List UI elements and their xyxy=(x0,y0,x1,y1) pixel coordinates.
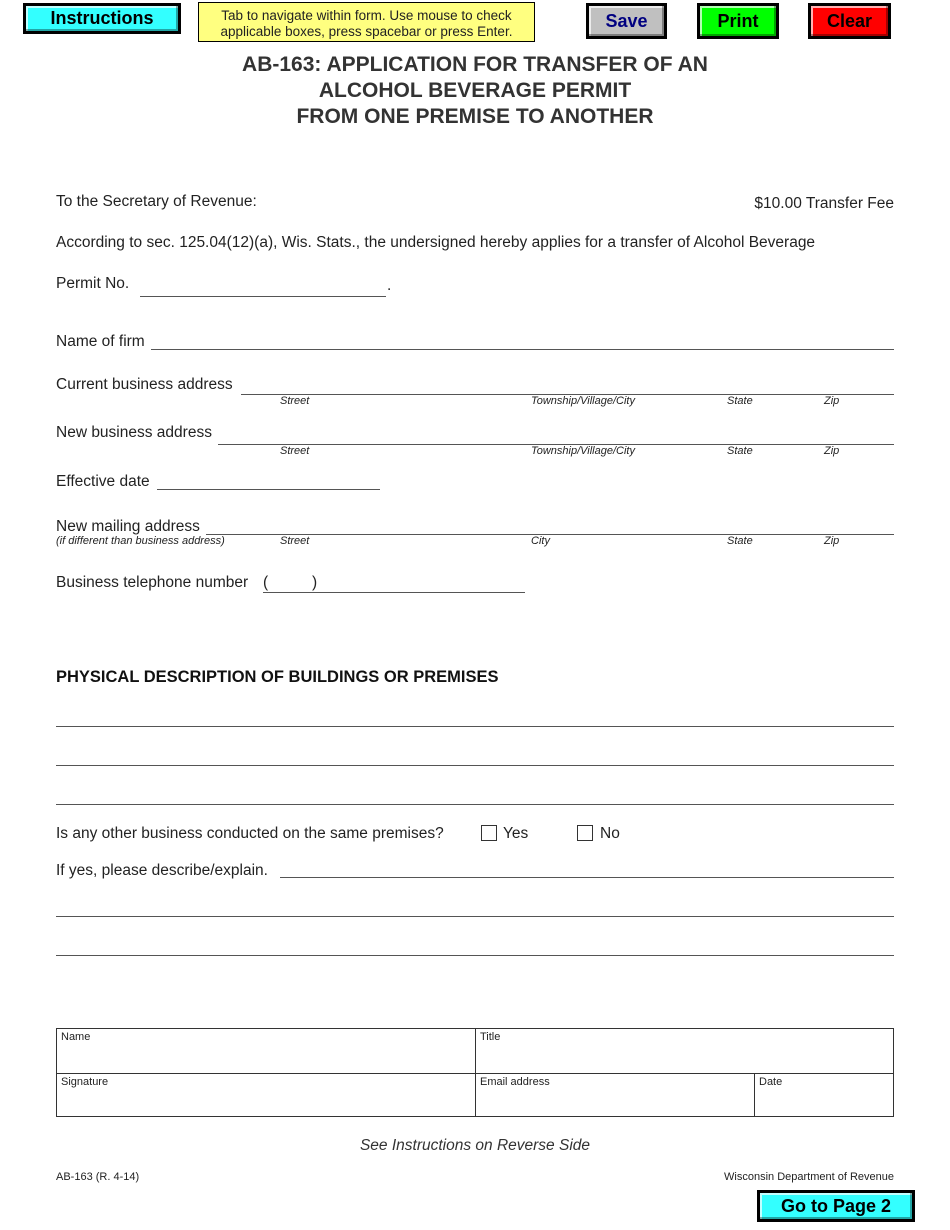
mailing-address-note: (if different than business address) xyxy=(56,535,225,547)
new-township-caption: Township/Village/City xyxy=(531,445,635,457)
explain-line-3[interactable] xyxy=(56,955,894,956)
no-label: No xyxy=(600,825,620,842)
name-cell[interactable] xyxy=(57,1029,475,1073)
yes-checkbox[interactable] xyxy=(481,825,497,841)
explain-line-2[interactable] xyxy=(56,916,894,917)
permit-no-period: . xyxy=(387,277,392,294)
description-line-3[interactable] xyxy=(56,804,894,805)
mailing-zip-caption: Zip xyxy=(824,535,840,547)
navigation-hint xyxy=(198,2,535,42)
current-address-label: Current business address xyxy=(56,376,233,393)
date-label: Date xyxy=(759,1076,783,1088)
permit-no-field[interactable] xyxy=(140,296,386,297)
email-label: Email address xyxy=(480,1076,550,1088)
hint-line-2: applicable boxes, press spacebar or press Enter. xyxy=(220,24,513,39)
title-line-2: ALCOHOL BEVERAGE PERMIT xyxy=(318,79,632,102)
phone-field[interactable] xyxy=(263,592,525,593)
mailing-street-caption: Street xyxy=(280,535,310,547)
current-state-caption: State xyxy=(727,395,753,407)
effective-date-label: Effective date xyxy=(56,473,150,490)
form-title xyxy=(0,52,950,130)
form-code: AB-163 (R. 4-14) xyxy=(56,1171,140,1183)
print-button[interactable]: Print xyxy=(697,3,779,39)
instructions-button[interactable]: Instructions xyxy=(23,3,181,34)
explain-line-1[interactable] xyxy=(280,877,894,878)
new-address-label: New business address xyxy=(56,424,212,441)
signature-label: Signature xyxy=(61,1076,109,1088)
description-line-1[interactable] xyxy=(56,726,894,727)
clear-button[interactable]: Clear xyxy=(808,3,891,39)
mailing-address-label: New mailing address xyxy=(56,518,200,535)
new-state-caption: State xyxy=(727,445,753,457)
signature-cell[interactable] xyxy=(57,1074,475,1116)
explain-label: If yes, please describe/explain. xyxy=(56,862,268,879)
name-label: Name xyxy=(61,1031,91,1043)
signature-table xyxy=(56,1028,894,1117)
phone-label: Business telephone number xyxy=(56,574,249,591)
title-line-3: FROM ONE PREMISE TO ANOTHER xyxy=(296,105,654,128)
mailing-city-caption: City xyxy=(531,535,550,547)
email-cell[interactable] xyxy=(476,1074,754,1116)
new-street-caption: Street xyxy=(280,445,310,457)
salutation: To the Secretary of Revenue: xyxy=(56,193,257,210)
yes-label: Yes xyxy=(503,825,529,842)
transfer-fee: $10.00 Transfer Fee xyxy=(754,195,894,212)
mailing-state-caption: State xyxy=(727,535,753,547)
description-line-2[interactable] xyxy=(56,765,894,766)
see-instructions-note: See Instructions on Reverse Side xyxy=(359,1137,591,1154)
title-line-1: AB-163: APPLICATION FOR TRANSFER OF AN xyxy=(242,53,708,76)
current-township-caption: Township/Village/City xyxy=(531,395,635,407)
other-business-question: Is any other business conducted on the same premises? xyxy=(56,825,444,842)
statute-text: According to sec. 125.04(12)(a), Wis. Stats., the undersigned hereby applies for a transfer of Alcohol Beverage xyxy=(56,234,816,251)
no-checkbox[interactable] xyxy=(577,825,593,841)
save-button[interactable]: Save xyxy=(586,3,667,39)
date-cell[interactable] xyxy=(755,1074,893,1116)
permit-no-label: Permit No. xyxy=(56,275,130,292)
physical-description-heading: PHYSICAL DESCRIPTION OF BUILDINGS OR PREMISES xyxy=(56,668,499,686)
firm-name-field[interactable] xyxy=(151,349,894,350)
effective-date-field[interactable] xyxy=(157,489,380,490)
firm-name-label: Name of firm xyxy=(56,333,145,350)
phone-area-open: ( xyxy=(263,574,269,591)
current-street-caption: Street xyxy=(280,395,310,407)
title-label: Title xyxy=(480,1031,501,1043)
phone-area-close: ) xyxy=(312,574,318,591)
new-zip-caption: Zip xyxy=(824,445,840,457)
go-to-page-2-button[interactable]: Go to Page 2 xyxy=(757,1190,915,1222)
title-cell[interactable] xyxy=(476,1029,893,1073)
department-name: Wisconsin Department of Revenue xyxy=(724,1171,894,1183)
hint-line-1: Tab to navigate within form. Use mouse to check xyxy=(221,8,512,23)
current-zip-caption: Zip xyxy=(824,395,840,407)
